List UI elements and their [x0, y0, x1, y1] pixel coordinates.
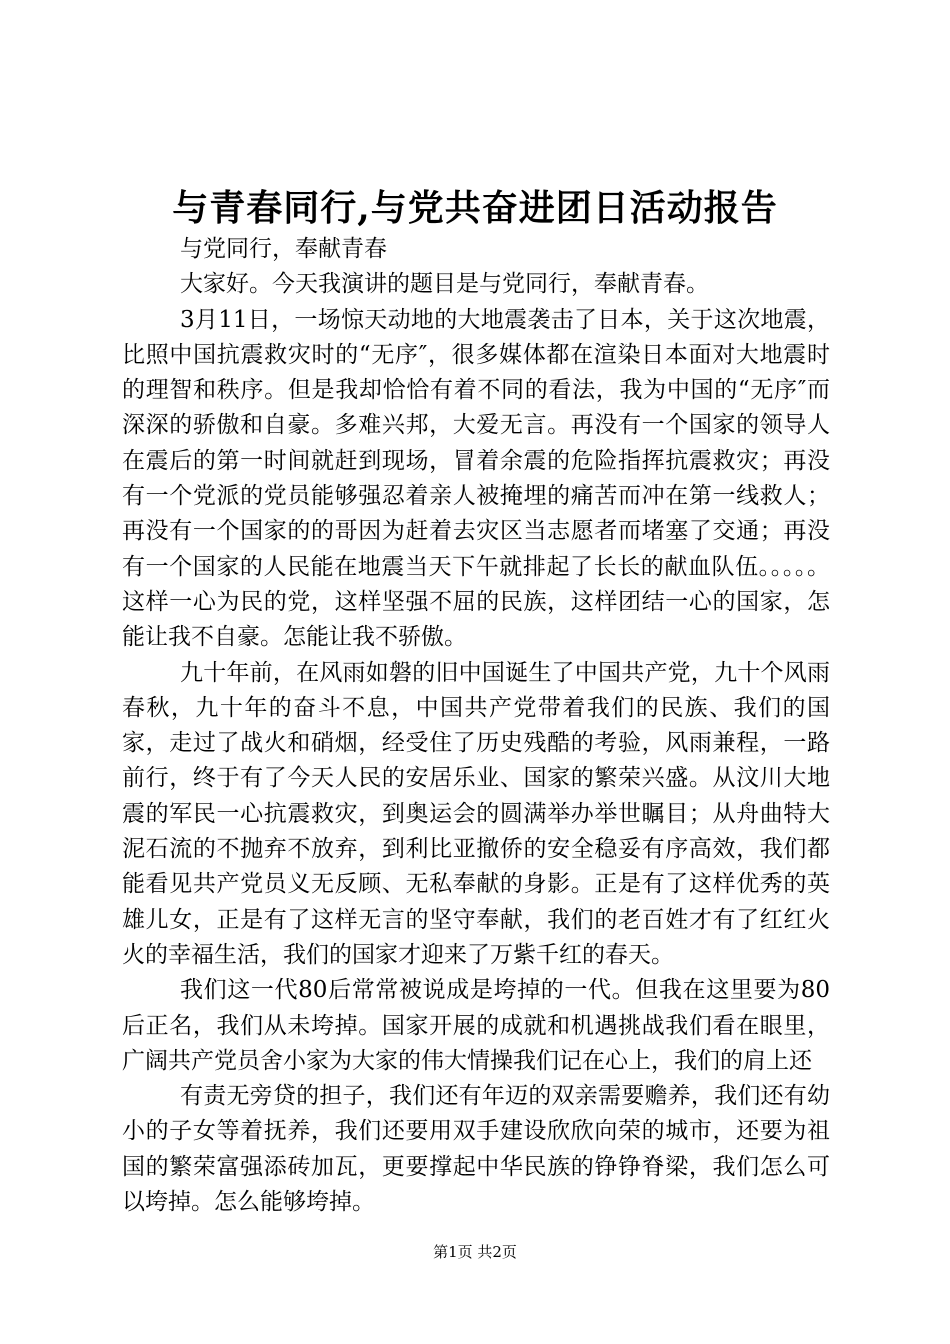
- document-title: 与青春同行,与党共奋进团日活动报告: [172, 187, 778, 229]
- paragraph-greeting: 大家好。今天我演讲的题目是与党同行，奉献青春。: [180, 271, 709, 298]
- paragraph-earthquake: 3月11日，一场惊天动地的大地震袭击了日本，关于这次地震，比照中国抗震救灾时的“无序″，很多媒体都在渲染日本面对大地震时的理智和秩序。但是我却恰恰有着不同的看法，我为中国的“无序″而深深的骄傲和自豪。多难兴邦，大爱无言。再没有一个国家的领导人在震后的第一时间就赶到现场，冒着余震的危险指挥抗震救灾；再没有一个党派的党员能够强忍着亲人被掩埋的痛苦而冲在第一线救人；再没有一个国家的的哥因为赶着去灾区当志愿者而堵塞了交通；再没有一个国家的人民能在地震当天下午就排起了长长的献血队伍。。。。。这样一心为民的党，这样坚强不屈的民族，这样团结一心的国家，怎能让我不自豪。怎能让我不骄傲。: [122, 306, 830, 651]
- paragraph-responsibility: 有责无旁贷的担子，我们还有年迈的双亲需要赡养，我们还有幼小的子女等着抚养，我们还要用双手建设欣欣向荣的城市，还要为祖国的繁荣富强添砖加瓦，更要撑起中华民族的铮铮脊梁，我们怎么可以垮掉。怎么能够垮掉。: [122, 1083, 830, 1216]
- paragraph-subtitle: 与党同行，奉献青春: [180, 236, 387, 262]
- document-body: [122, 232, 830, 1220]
- page-footer: 第1页 共2页: [433, 1243, 517, 1261]
- paragraph-ninety-years: 九十年前，在风雨如磐的旧中国诞生了中国共产党，九十个风雨春秋，九十年的奋斗不息，中国共产党带着我们的民族、我们的国家，走过了战火和硝烟，经受住了历史残酷的考验，风雨兼程，一路前行，终于有了今天人民的安居乐业、国家的繁荣兴盛。从汶川大地震的军民一心抗震救灾，到奥运会的圆满举办举世瞩目；从舟曲特大泥石流的不抛弃不放弃，到利比亚撤侨的安全稳妥有序高效，我们都能看见共产党员义无反顾、无私奉献的身影。正是有了这样优秀的英雄儿女，正是有了这样无言的坚守奉献，我们的老百姓才有了红红火火的幸福生活，我们的国家才迎来了万紫千红的春天。: [122, 659, 830, 968]
- paragraph-generation-80s: 我们这一代80后常常被说成是垮掉的一代。但我在这里要为80后正名，我们从未垮掉。国家开展的成就和机遇挑战我们看在眼里，广阔共产党员舍小家为大家的伟大情操我们记在心上，我们的肩上还: [122, 977, 830, 1074]
